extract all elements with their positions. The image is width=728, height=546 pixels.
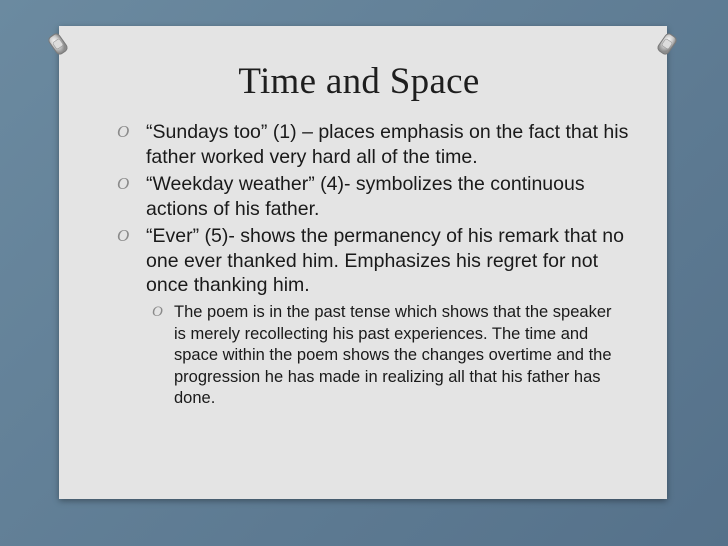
bullet-marker: O (117, 122, 130, 141)
sub-bullet-marker: O (152, 304, 163, 320)
bullet-text: “Weekday weather” (4)- symbolizes the continuous actions of his father. (146, 173, 585, 220)
pushpin-icon (44, 30, 72, 58)
bullet-marker: O (117, 174, 130, 193)
slide-title: Time and Space (238, 61, 480, 102)
bullet-marker: O (117, 226, 130, 245)
bullet-list (111, 120, 631, 301)
sub-bullet-list (146, 302, 616, 410)
bullet-text: “Ever” (5)- shows the permanency of his remark that no one ever thanked him. Emphasizes his regret for not once thanking him. (146, 225, 624, 296)
bullet-item (111, 120, 631, 169)
sub-bullet-item (146, 302, 616, 410)
bullet-text: “Sundays too” (1) – places emphasis on the fact that his father worked very hard all of the time. (146, 121, 629, 168)
sub-bullet-text: The poem is in the past tense which shows that the speaker is merely recollecting his past experiences. The time and space within the poem shows the changes overtime and the progression he has made in realizing all that his father has done. (174, 303, 612, 407)
bullet-item (111, 172, 631, 221)
bullet-item (111, 224, 631, 298)
pushpin-icon (653, 30, 681, 58)
